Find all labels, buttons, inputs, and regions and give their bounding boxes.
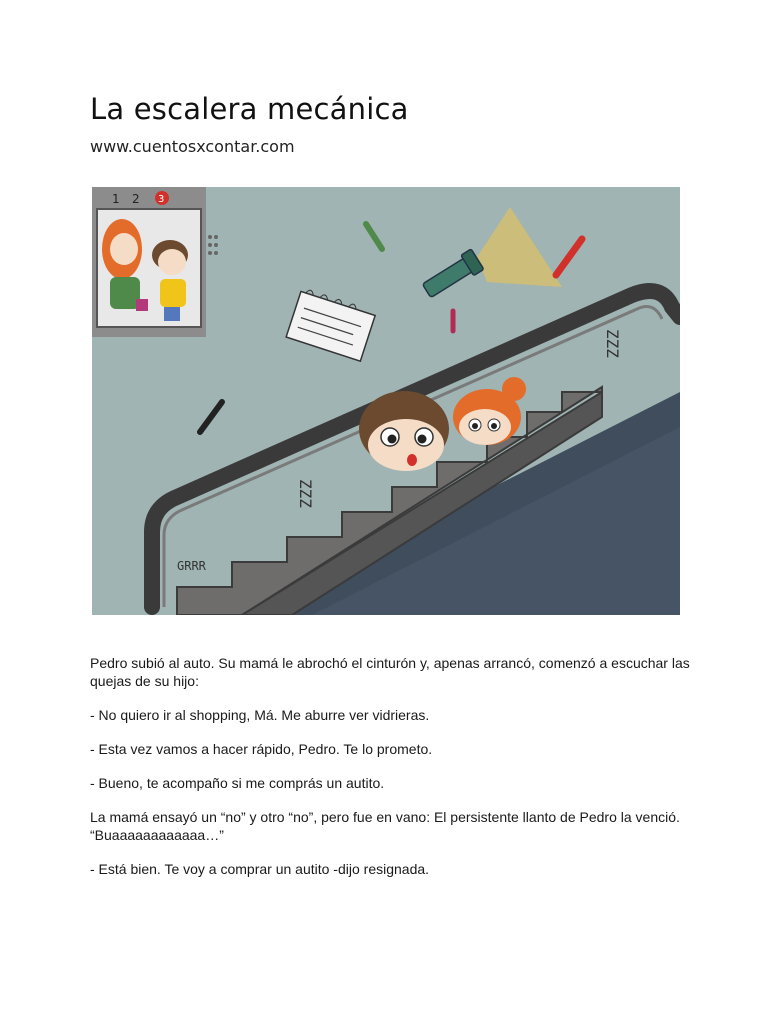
paragraph-2: - No quiero ir al shopping, Má. Me aburre ver vidrieras. — [90, 707, 430, 723]
paragraph-3: - Esta vez vamos a hacer rápido, Pedro. Te lo prometo. — [90, 741, 433, 757]
paragraph-4: - Bueno, te acompaño si me comprás un autito. — [90, 775, 385, 791]
escalator-illustration — [92, 187, 680, 615]
paragraph-6: - Está bien. Te voy a comprar un autito -dijo resignada. — [90, 861, 430, 877]
story-text — [90, 654, 690, 894]
website-url: www.cuentosxcontar.com — [90, 137, 295, 156]
paragraph-1: Pedro subió al auto. Su mamá le abrochó el cinturón y, apenas arrancó, comenzó a escuchar las quejas de su hijo: — [90, 655, 690, 689]
sign-number-3: 3 — [158, 194, 165, 205]
sign-number-1: 1 — [112, 192, 120, 206]
elevator-sign — [92, 187, 218, 337]
page-title: La escalera mecánica — [90, 92, 409, 126]
sleep-text-right: ZZZ — [603, 329, 622, 358]
sleep-text-left: ZZZ — [296, 479, 315, 508]
growl-text: GRRR — [177, 559, 206, 573]
sign-number-2: 2 — [132, 192, 140, 206]
paragraph-5: La mamá ensayó un “no” y otro “no”, pero fue en vano: El persistente llanto de Pedro la venció. “Buaaaaaaaaaaaa…” — [90, 809, 680, 843]
